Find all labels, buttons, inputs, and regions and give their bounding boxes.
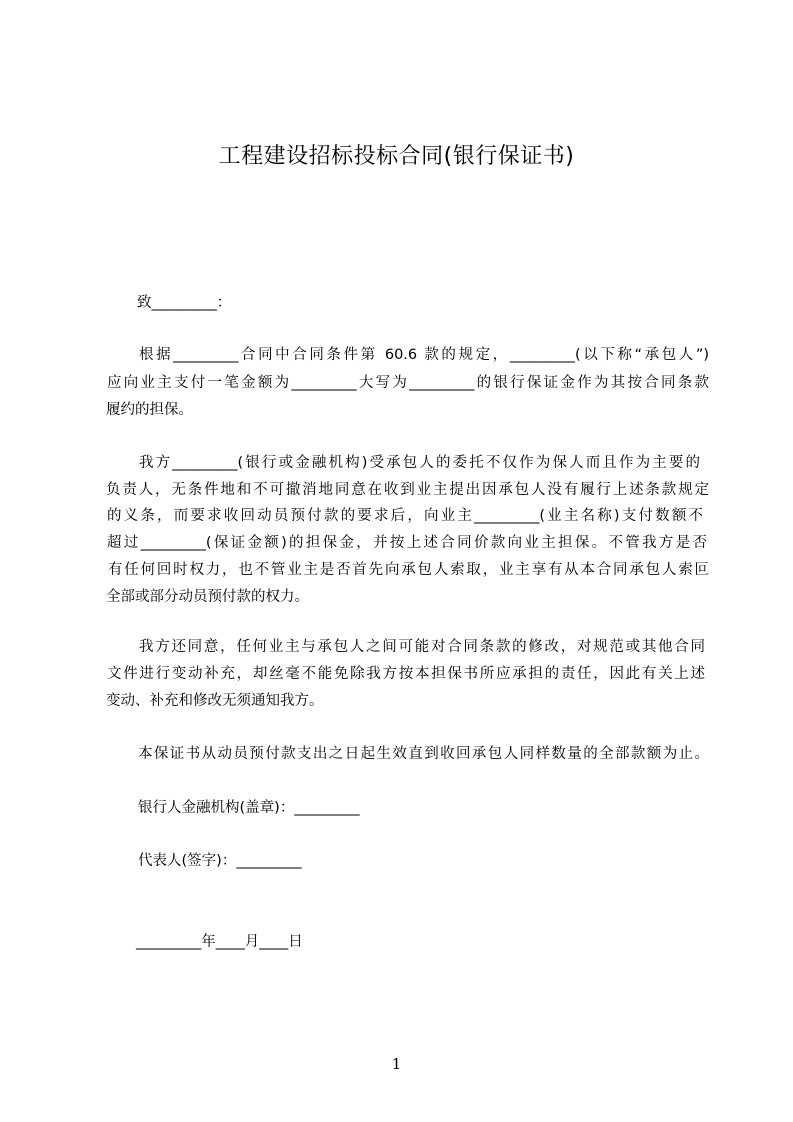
paragraph-3-line-3: 变动、补充和修改无须通知我方。 (106, 693, 324, 709)
paragraph-1-line-3: 履约的担保。 (106, 402, 193, 418)
paragraph-1-line-2: 应向业主支付一笔金额为_________大写为_________的银行保证金作为其按合同条款 (107, 375, 709, 391)
document-title: 工程建设招标投标合同(银行保证书) (218, 144, 575, 169)
paragraph-2-line-5: 有任何回时权力，也不管业主是否首先向承包人索取，业主享有从本合同承包人索叵 (108, 562, 709, 578)
date-line: _________年____月____日 (136, 934, 303, 950)
paragraph-3-line-2: 文件进行变动补充，却丝毫不能免除我方按本担保书所应承担的责任，因此有关上述 (107, 666, 705, 682)
paragraph-2-line-4: 超过_________(保证金额)的担保金，并按上述合同价款向业主担保。不管我方是否 (107, 535, 707, 551)
bank-seal-line: 银行人金融机构(盖章)：_________ (138, 800, 360, 816)
paragraph-3-line-1: 我方还同意，任何业主与承包人之间可能对合同条款的修改，对规范或其他合同 (139, 639, 705, 655)
paragraph-2-line-3: 的义条，而要求收回动员预付款的要求后，向业主_________(业主名称)支付数额不 (107, 508, 703, 524)
paragraph-4-line-1: 本保证书从动员预付款支出之日起生效直到收回承包人同样数量的全部款额为止。 (138, 746, 709, 762)
page-number: 1 (391, 1055, 402, 1073)
salutation: 致_________： (137, 295, 232, 311)
representative-signature-line: 代表人(签字)：_________ (138, 853, 302, 869)
paragraph-1-line-1: 根据_________合同中合同条件第 60.6 款的规定，_________(以下称“承包人”) (139, 347, 709, 363)
paragraph-2-line-1: 我方_________(银行或金融机构)受承包人的委托不仅作为保人而且作为主要的 (139, 455, 700, 471)
paragraph-2-line-6: 全部或部分动员预付款的权力。 (106, 589, 309, 605)
paragraph-2-line-2: 负责人，无条件地和不可撤消地同意在收到业主提出因承包人没有履行上述条款规定 (106, 482, 709, 498)
